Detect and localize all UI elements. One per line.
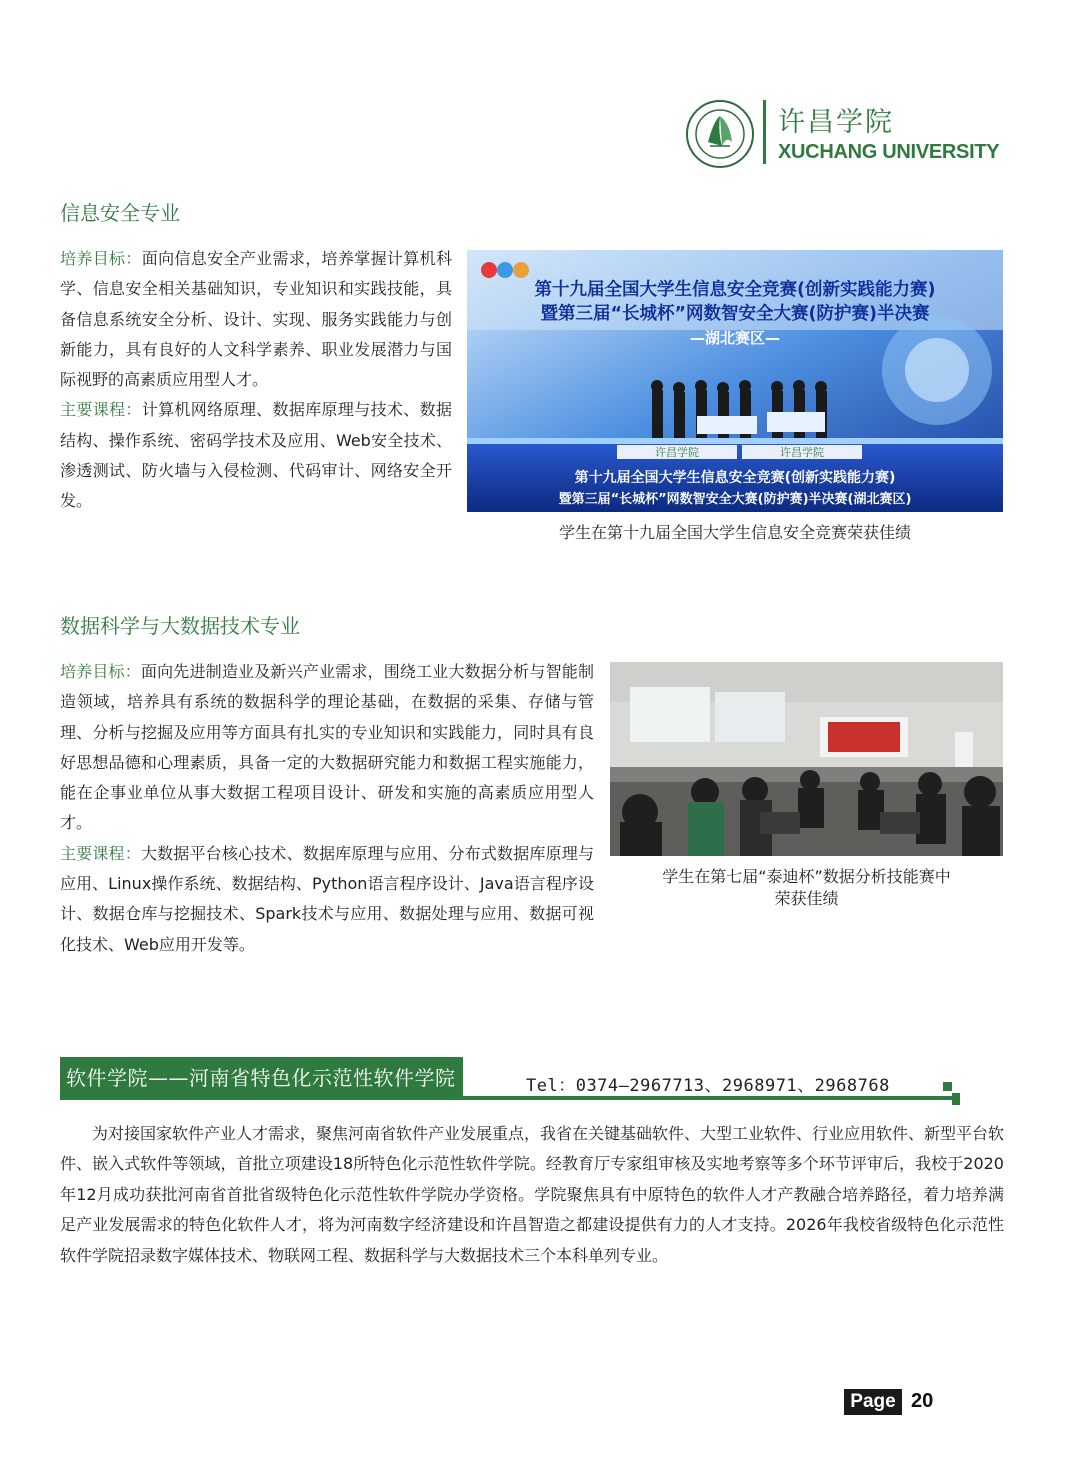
course-text: 计算机网络原理、数据库原理与技术、数据结构、操作系统、密码学技术及应用、Web安全技术、渗透测试、防火墙与入侵检测、代码审计、网络安全开发。	[60, 400, 452, 511]
rule-ornament-square	[943, 1082, 952, 1091]
goal-text: 面向先进制造业及新兴产业需求，围绕工业大数据分析与智能制造领域，培养具有系统的数据科学的理论基础，在数据的采集、存储与管理、分析与挖掘及应用等方面具有扎实的专业知识和实践能力，同时具有良好思想品德和心理素质，具备一定的大数据研究能力和数据工程实施能力，能在企事业单位从事大数据工程项目设计、研发和实施的高素质应用型人才。	[60, 662, 594, 833]
infosec-description	[60, 244, 452, 517]
section-title-datascience: 数据科学与大数据技术专业	[60, 614, 300, 638]
photo-logo-icon	[481, 262, 529, 278]
section-rule	[60, 1096, 952, 1100]
photo-board-left: 许昌学院	[655, 446, 699, 459]
datascience-photo-caption	[610, 866, 1003, 910]
page-number: 20	[911, 1390, 934, 1412]
software-college-description: 为对接国家软件产业人才需求，聚焦河南省软件产业发展重点，我省在关键基础软件、大型工业软件、行业应用软件、新型平台软件、嵌入式软件等领域，首批立项建设18所特色化示范性软件学院。经教育厅专家组审核及实地考察等多个环节评审后，我校于2020年12月成功获批河南省首批省级特色化示范性软件学院办学资格。学院聚焦具有中原特色的软件人才产教融合培养路径，着力培养满足产业发展需求的特色化软件人才，将为河南数字经济建设和许昌智造之都建设提供有力的人才支持。2026年我校省级特色化示范性软件学院招录数字媒体技术、物联网工程、数据科学与大数据技术三个本科单列专业。	[60, 1124, 1005, 1265]
classroom-photo	[610, 662, 1003, 856]
university-seal-icon	[686, 100, 754, 168]
caption-line1: 学生在第七届“泰迪杯”数据分析技能赛中	[662, 867, 951, 886]
goal-text: 面向信息安全产业需求，培养掌握计算机科学、信息安全相关基础知识，专业知识和实践技能，具备信息系统安全分析、设计、实现、服务实践能力与创新能力，具有良好的人文科学素养、职业发展潜力与国际视野的高素质应用型人才。	[60, 249, 452, 390]
rule-ornament-square	[952, 1093, 960, 1105]
course-label: 主要课程：	[60, 400, 142, 420]
caption-line2: 荣获佳绩	[774, 889, 839, 908]
school-name-cn: 许昌学院	[778, 107, 894, 138]
photo-banner-line2: 暨第三届“长城杯”网数智安全大赛(防护赛)半决赛	[540, 304, 930, 324]
photo-stage-line2: 暨第三届“长城杯”网数智安全大赛(防护赛)半决赛(湖北赛区)	[558, 492, 912, 507]
goal-label: 培养目标：	[60, 249, 142, 268]
header-divider	[763, 100, 766, 164]
software-college-title: 软件学院——河南省特色化示范性软件学院	[66, 1066, 456, 1090]
photo-board-right: 许昌学院	[780, 446, 824, 459]
school-name-en: XUCHANG UNIVERSITY	[778, 141, 1000, 163]
competition-photo	[467, 250, 1003, 512]
course-label: 主要课程：	[60, 843, 141, 863]
photo-banner-line3: —湖北赛区—	[689, 329, 781, 347]
photo-stage-line1: 第十九届全国大学生信息安全竞赛(创新实践能力赛)	[574, 470, 896, 486]
infosec-photo-caption: 学生在第十九届全国大学生信息安全竞赛荣获佳绩	[558, 523, 911, 542]
datascience-description	[60, 657, 594, 960]
photo-banner-line1: 第十九届全国大学生信息安全竞赛(创新实践能力赛)	[534, 280, 936, 300]
contact-tel: Tel：0374—2967713、2968971、2968768	[526, 1076, 890, 1096]
goal-label: 培养目标：	[60, 662, 141, 681]
page-label: Page	[844, 1389, 902, 1415]
section-title-infosec: 信息安全专业	[60, 201, 180, 225]
course-text: 大数据平台核心技术、数据库原理与应用、分布式数据库原理与应用、Linux操作系统、数据结构、Python语言程序设计、Java语言程序设计、数据仓库与挖掘技术、Spark技术与应用、数据处理与应用、数据可视化技术、Web应用开发等。	[60, 843, 594, 954]
